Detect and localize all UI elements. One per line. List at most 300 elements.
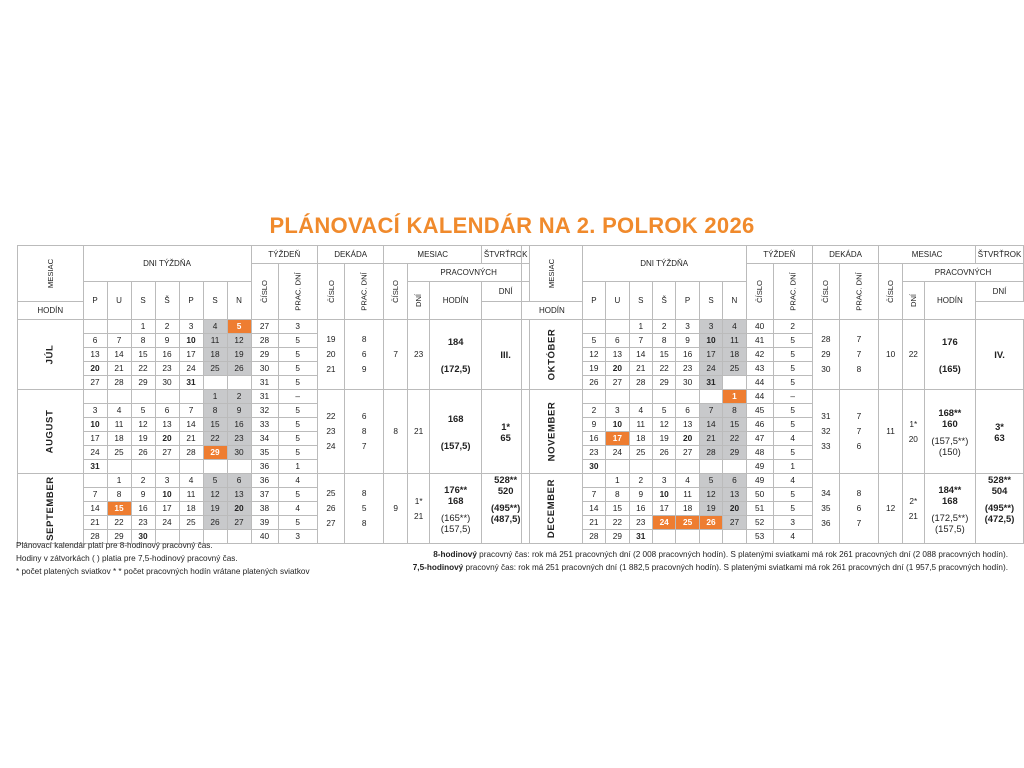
day-cell: 16	[676, 348, 699, 362]
hours-value: (157,5)	[440, 439, 471, 451]
day-cell: 3	[606, 404, 629, 418]
day-cell: 11	[203, 334, 227, 348]
day-cell: 6	[83, 334, 107, 348]
header-quarter-hours: HODÍN	[18, 302, 84, 320]
month-workdays: 1* 20	[902, 390, 924, 474]
vertical-label: ČÍSLO	[260, 280, 270, 303]
dekada-days: 8	[361, 518, 367, 528]
holiday-day: 24	[652, 516, 675, 530]
dekada-days: 7	[856, 426, 862, 436]
week-workdays: 5	[773, 488, 812, 502]
day-cell: 14	[107, 348, 131, 362]
day-cell: 4	[107, 404, 131, 418]
week-workdays: 3	[278, 320, 317, 334]
day-cell: 15	[203, 418, 227, 432]
day-cell: 25	[179, 516, 203, 530]
day-cell: 8	[723, 404, 746, 418]
day-cell: 2	[629, 474, 652, 488]
day-cell: 29	[652, 376, 675, 390]
holiday-day: 26	[699, 516, 722, 530]
day-cell: 24	[699, 362, 722, 376]
day-cell: 6	[155, 404, 179, 418]
day-cell: 26	[131, 446, 155, 460]
week-number: 52	[746, 516, 773, 530]
week-number: 39	[251, 516, 278, 530]
day-cell	[155, 460, 179, 474]
day-cell: 3	[155, 474, 179, 488]
dekada-numbers	[317, 320, 344, 390]
header-quarter: ŠTVRŤROK	[976, 246, 1024, 264]
day-cell: 19	[227, 348, 251, 362]
day-cell: 2	[652, 320, 675, 334]
dekada-days	[344, 474, 383, 544]
header-days	[902, 282, 924, 320]
header-quarter-hours: HODÍN	[522, 302, 583, 320]
day-cell: 2	[582, 404, 605, 418]
week-workdays: 5	[278, 376, 317, 390]
week-row	[522, 390, 1024, 404]
hours-value: 168**	[938, 406, 962, 418]
holiday-day: 17	[606, 432, 629, 446]
day-cell: 28	[83, 530, 107, 544]
day-cell: 10	[652, 488, 675, 502]
week-workdays: –	[773, 390, 812, 404]
vertical-label: DECEMBER	[546, 478, 558, 539]
day-cell: 6	[227, 474, 251, 488]
day-cell	[699, 390, 722, 404]
day-cell: 30	[582, 460, 605, 474]
week-workdays: 5	[773, 502, 812, 516]
weekday-header: N	[227, 282, 251, 320]
day-cell: 1	[107, 474, 131, 488]
dekada-numbers	[317, 390, 344, 474]
dekada-number: 24	[326, 441, 336, 451]
hours-value: 176**	[444, 483, 468, 495]
header-hours: HODÍN	[924, 282, 975, 320]
month-name	[18, 474, 84, 544]
week-row	[522, 320, 1024, 334]
month-number: 9	[384, 474, 408, 544]
header-week-number	[746, 264, 773, 320]
day-cell: 8	[131, 334, 155, 348]
day-cell: 23	[676, 362, 699, 376]
day-cell	[83, 474, 107, 488]
day-cell: 15	[723, 418, 746, 432]
note-line: Plánovací kalendár platí pre 8-hodinový pracovný čas.	[16, 541, 213, 550]
dekada-days	[839, 390, 878, 474]
day-cell: 29	[131, 376, 155, 390]
day-cell: 24	[83, 446, 107, 460]
day-cell	[179, 390, 203, 404]
vertical-label: MESIAC	[547, 258, 557, 289]
day-cell: 12	[699, 488, 722, 502]
day-cell	[227, 376, 251, 390]
header-month-summary: MESIAC	[384, 246, 482, 264]
month-hours	[430, 390, 482, 474]
dekada-number: 35	[821, 503, 831, 513]
week-number: 42	[746, 348, 773, 362]
day-cell: 17	[83, 432, 107, 446]
hours-value: 184**	[938, 483, 962, 495]
hours-value: 160	[942, 417, 958, 429]
day-cell: 30	[676, 376, 699, 390]
week-number: 50	[746, 488, 773, 502]
month-name	[522, 390, 583, 474]
dekada-days	[839, 320, 878, 390]
day-cell: 12	[203, 488, 227, 502]
week-workdays: 5	[773, 404, 812, 418]
day-cell: 29	[107, 530, 131, 544]
dekada-number: 23	[326, 426, 336, 436]
week-workdays: 2	[773, 320, 812, 334]
day-cell: 22	[652, 362, 675, 376]
day-cell: 1	[131, 320, 155, 334]
day-cell: 20	[83, 362, 107, 376]
month-number: 7	[384, 320, 408, 390]
quarter-value: 528**	[494, 474, 518, 485]
hours-value: (172,5**)	[931, 511, 969, 523]
day-cell: 8	[652, 334, 675, 348]
week-number: 28	[251, 334, 278, 348]
dekada-days: 6	[361, 411, 367, 421]
day-cell: 24	[155, 516, 179, 530]
day-cell: 29	[723, 446, 746, 460]
quarter-value: (495**)	[984, 502, 1015, 513]
day-cell: 7	[83, 488, 107, 502]
day-cell: 13	[227, 488, 251, 502]
day-cell: 21	[582, 516, 605, 530]
week-workdays: 4	[773, 432, 812, 446]
dekada-numbers	[812, 390, 839, 474]
day-cell: 19	[652, 432, 675, 446]
header-month-number	[384, 264, 408, 320]
day-cell	[155, 390, 179, 404]
dekada-number: 34	[821, 488, 831, 498]
dekada-days	[344, 390, 383, 474]
dekada-days: 6	[856, 503, 862, 513]
day-cell: 4	[179, 474, 203, 488]
day-cell	[582, 320, 605, 334]
day-cell: 17	[179, 348, 203, 362]
day-cell: 26	[582, 376, 605, 390]
weekday-header: U	[107, 282, 131, 320]
day-cell	[676, 530, 699, 544]
month-number: 8	[384, 390, 408, 474]
dekada-days: 7	[856, 518, 862, 528]
dekada-number: 29	[821, 349, 831, 359]
dekada-number: 20	[326, 349, 336, 359]
note-line: Hodiny v zátvorkách ( ) platia pre 7,5-hodinový pracovný čas.	[16, 554, 238, 563]
quarter-value: 65	[500, 431, 511, 443]
day-cell: 22	[131, 362, 155, 376]
day-cell: 4	[203, 320, 227, 334]
week-workdays: 4	[773, 530, 812, 544]
vertical-label: PRAC. DNÍ	[293, 272, 303, 311]
day-cell: 23	[227, 432, 251, 446]
quarter-hours	[976, 474, 1024, 544]
day-cell	[723, 376, 746, 390]
quarter-label: IV.	[976, 320, 1024, 390]
notes-left	[16, 539, 310, 578]
day-cell: 25	[203, 362, 227, 376]
day-cell: 5	[203, 474, 227, 488]
week-number: 44	[746, 376, 773, 390]
header-month	[18, 246, 84, 302]
day-cell: 9	[582, 418, 605, 432]
header-month-number	[879, 264, 903, 320]
week-number: 43	[746, 362, 773, 376]
dekada-number: 28	[821, 334, 831, 344]
day-cell: 5	[699, 474, 722, 488]
header-quarter-days: DNÍ	[976, 282, 1024, 302]
vertical-label: MESIAC	[45, 258, 55, 289]
day-cell: 9	[227, 404, 251, 418]
week-number: 48	[746, 446, 773, 460]
day-cell: 19	[131, 432, 155, 446]
week-number: 32	[251, 404, 278, 418]
weekday-header: P	[582, 282, 605, 320]
day-cell: 22	[107, 516, 131, 530]
day-cell: 27	[723, 516, 746, 530]
weekday-header: P	[179, 282, 203, 320]
weekday-header: Š	[155, 282, 179, 320]
dekada-days: 6	[361, 349, 367, 359]
day-cell: 26	[652, 446, 675, 460]
day-cell: 9	[676, 334, 699, 348]
page-title: PLÁNOVACÍ KALENDÁR NA 2. POLROK 2026	[269, 213, 755, 238]
vertical-label: AUGUST	[44, 409, 56, 454]
day-cell: 13	[155, 418, 179, 432]
day-cell: 4	[629, 404, 652, 418]
week-number: 40	[251, 530, 278, 544]
day-cell: 8	[107, 488, 131, 502]
day-cell	[629, 390, 652, 404]
day-cell: 25	[107, 446, 131, 460]
dekada-number: 25	[326, 488, 336, 498]
day-cell: 2	[131, 474, 155, 488]
weekday-header: S	[203, 282, 227, 320]
month-workdays: 2* 21	[902, 474, 924, 544]
day-cell: 30	[227, 446, 251, 460]
holiday-day: 25	[676, 516, 699, 530]
day-cell	[203, 460, 227, 474]
day-cell: 7	[582, 488, 605, 502]
month-name	[18, 390, 84, 474]
weekday-header: U	[606, 282, 629, 320]
header-days	[408, 282, 430, 320]
month-workdays: 21	[408, 390, 430, 474]
calendar-table	[521, 245, 1024, 544]
quarter-label: III.	[482, 320, 530, 390]
day-cell: 14	[179, 418, 203, 432]
month-hours	[430, 474, 482, 544]
day-cell: 28	[107, 376, 131, 390]
weekday-header: S	[131, 282, 155, 320]
dekada-number: 33	[821, 441, 831, 451]
week-workdays: –	[278, 390, 317, 404]
week-workdays: 3	[773, 516, 812, 530]
dekada-numbers	[812, 474, 839, 544]
quarter-value: (487,5)	[490, 513, 521, 524]
day-cell: 21	[179, 432, 203, 446]
day-cell: 3	[652, 474, 675, 488]
day-cell: 12	[131, 418, 155, 432]
header-quarter-days: DNÍ	[482, 282, 530, 302]
day-cell	[131, 390, 155, 404]
dekada-number: 32	[821, 426, 831, 436]
day-cell: 1	[606, 474, 629, 488]
day-cell: 11	[723, 334, 746, 348]
day-cell: 11	[179, 488, 203, 502]
day-cell: 21	[699, 432, 722, 446]
day-cell: 25	[723, 362, 746, 376]
day-cell	[676, 460, 699, 474]
day-cell: 21	[629, 362, 652, 376]
dekada-days	[839, 474, 878, 544]
day-cell: 10	[179, 334, 203, 348]
day-cell: 1	[629, 320, 652, 334]
day-cell: 22	[723, 432, 746, 446]
day-cell	[582, 390, 605, 404]
dekada-days: 8	[361, 426, 367, 436]
day-cell: 17	[155, 502, 179, 516]
day-cell	[131, 460, 155, 474]
hours-value: (165)	[938, 362, 961, 374]
day-cell: 22	[203, 432, 227, 446]
day-cell: 30	[155, 376, 179, 390]
header-work-days	[278, 264, 317, 320]
vertical-label: OKTÓBER	[546, 328, 558, 381]
day-cell: 20	[723, 502, 746, 516]
quarter-value: 528**	[988, 474, 1011, 485]
week-workdays: 5	[278, 418, 317, 432]
day-cell: 18	[107, 432, 131, 446]
vertical-label: ČÍSLO	[755, 280, 765, 303]
hours-value: (157,5**)	[931, 434, 969, 446]
dekada-numbers	[812, 320, 839, 390]
day-cell: 4	[723, 320, 746, 334]
week-workdays: 5	[773, 334, 812, 348]
day-cell: 12	[652, 418, 675, 432]
day-cell: 12	[227, 334, 251, 348]
header-work-days	[773, 264, 812, 320]
day-cell: 9	[629, 488, 652, 502]
dekada-days: 8	[856, 364, 862, 374]
day-cell: 28	[179, 446, 203, 460]
vertical-label: ČÍSLO	[391, 280, 401, 303]
day-cell: 20	[155, 432, 179, 446]
day-cell: 31	[629, 530, 652, 544]
day-cell	[606, 320, 629, 334]
week-workdays: 4	[278, 474, 317, 488]
header-weekdays: DNI TÝŽDŇA	[83, 246, 251, 282]
day-cell	[723, 530, 746, 544]
day-cell: 14	[83, 502, 107, 516]
week-number: 31	[251, 390, 278, 404]
week-workdays: 5	[278, 334, 317, 348]
day-cell: 23	[131, 516, 155, 530]
week-number: 40	[746, 320, 773, 334]
header-dekada: DEKÁDA	[317, 246, 383, 264]
dekada-days: 7	[856, 334, 862, 344]
header-hours: HODÍN	[430, 282, 482, 320]
week-number: 46	[746, 418, 773, 432]
day-cell	[203, 376, 227, 390]
week-number: 51	[746, 502, 773, 516]
vertical-label: PRAC. DNÍ	[359, 272, 369, 311]
day-cell: 24	[606, 446, 629, 460]
day-cell: 18	[629, 432, 652, 446]
day-cell: 15	[606, 502, 629, 516]
dekada-days: 7	[856, 411, 862, 421]
vertical-label: DNÍ	[908, 293, 918, 308]
header-weekdays: DNI TÝŽDŇA	[582, 246, 746, 282]
month-name	[18, 320, 84, 390]
day-cell	[227, 460, 251, 474]
day-cell: 16	[582, 432, 605, 446]
week-row	[522, 474, 1024, 488]
dekada-days: 5	[361, 503, 367, 513]
day-cell: 22	[606, 516, 629, 530]
week-number: 29	[251, 348, 278, 362]
day-cell	[107, 460, 131, 474]
day-cell: 16	[227, 418, 251, 432]
header-dekada-days	[344, 264, 383, 320]
hours-value: 168	[942, 494, 958, 506]
day-cell: 3	[699, 320, 722, 334]
weekday-header: S	[629, 282, 652, 320]
day-cell: 3	[179, 320, 203, 334]
header-week: TÝŽDEŇ	[251, 246, 317, 264]
dekada-days: 8	[361, 334, 367, 344]
holiday-day: 29	[203, 446, 227, 460]
quarter-value: (495**)	[491, 502, 521, 513]
week-workdays: 5	[278, 404, 317, 418]
header-dekada: DEKÁDA	[812, 246, 878, 264]
week-number: 38	[251, 502, 278, 516]
day-cell: 25	[629, 446, 652, 460]
week-workdays: 1	[773, 460, 812, 474]
hours-value: (165**)	[441, 511, 471, 523]
week-workdays: 5	[773, 376, 812, 390]
day-cell	[629, 460, 652, 474]
header-dekada-days	[839, 264, 878, 320]
day-cell: 28	[582, 530, 605, 544]
dekada-days: 8	[361, 488, 367, 498]
day-cell: 31	[699, 376, 722, 390]
hours-value: (157,5)	[934, 522, 965, 534]
day-cell: 6	[606, 334, 629, 348]
week-workdays: 5	[773, 362, 812, 376]
hours-value: 176	[942, 335, 958, 347]
dekada-number: 31	[821, 411, 831, 421]
day-cell: 10	[155, 488, 179, 502]
day-cell	[676, 390, 699, 404]
month-hours	[430, 320, 482, 390]
day-cell: 8	[606, 488, 629, 502]
dekada-number: 19	[326, 334, 336, 344]
holiday-day: 15	[107, 502, 131, 516]
week-workdays: 5	[773, 446, 812, 460]
day-cell	[83, 390, 107, 404]
day-cell: 7	[629, 334, 652, 348]
day-cell	[652, 390, 675, 404]
header-month-summary: MESIAC	[879, 246, 976, 264]
day-cell: 28	[629, 376, 652, 390]
day-cell: 20	[606, 362, 629, 376]
day-cell: 11	[629, 418, 652, 432]
dekada-days: 9	[361, 364, 367, 374]
